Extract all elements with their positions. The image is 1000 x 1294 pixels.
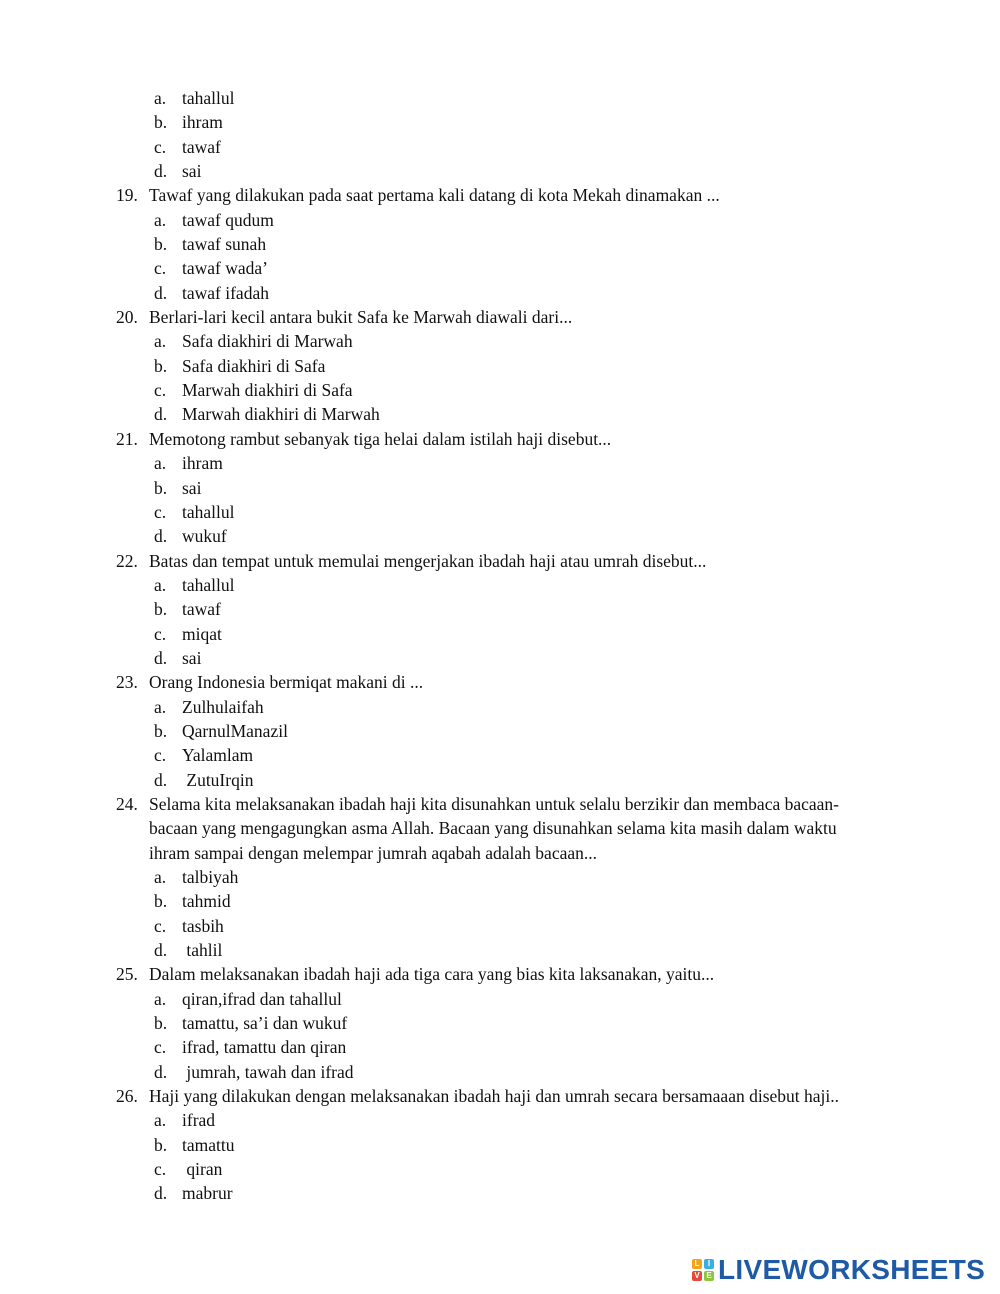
option-text: tahallul — [182, 574, 235, 595]
option-row[interactable] — [0, 232, 1000, 256]
option-letter: c. — [154, 623, 167, 644]
option-letter: c. — [154, 745, 167, 766]
option-letter: b. — [154, 720, 168, 741]
option-text: ihram — [182, 453, 223, 474]
option-letter: c. — [154, 501, 167, 522]
question-number: 24. — [116, 793, 138, 814]
option-letter: a. — [154, 1110, 167, 1131]
option-letter: b. — [154, 355, 168, 376]
option-row[interactable] — [0, 402, 1000, 426]
option-text: Zulhulaifah — [182, 696, 264, 717]
option-text: ifrad, tamattu dan qiran — [182, 1037, 347, 1058]
option-letter: c. — [154, 1159, 167, 1180]
option-letter: d. — [154, 647, 168, 668]
question-22 — [0, 549, 1000, 671]
option-text: tawaf qudum — [182, 209, 274, 230]
option-text: talbiyah — [182, 867, 239, 887]
option-row[interactable] — [0, 1133, 1000, 1157]
option-row[interactable] — [0, 378, 1000, 402]
option-row[interactable] — [0, 865, 1000, 889]
option-text: ZutuIrqin — [182, 769, 254, 790]
option-row[interactable] — [0, 476, 1000, 500]
option-letter: a. — [154, 453, 167, 474]
option-letter: b. — [154, 1134, 168, 1155]
option-letter: b. — [154, 1013, 168, 1034]
liveworksheets-logo[interactable] — [692, 1256, 985, 1284]
question-number: 22. — [116, 550, 138, 571]
option-text: Yalamlam — [182, 745, 254, 766]
option-row[interactable] — [0, 524, 1000, 548]
option-text: sai — [182, 161, 202, 182]
option-row[interactable] — [0, 597, 1000, 621]
question-number: 25. — [116, 964, 138, 985]
option-letter: b. — [154, 891, 168, 912]
option-row[interactable] — [0, 256, 1000, 280]
option-row[interactable] — [0, 329, 1000, 353]
question-number: 21. — [116, 428, 138, 449]
option-text: qiran — [182, 1159, 223, 1180]
option-row[interactable] — [0, 914, 1000, 938]
option-letter: c. — [154, 380, 167, 401]
option-row[interactable] — [0, 695, 1000, 719]
question-text: Haji yang dilakukan dengan melaksanakan ibadah haji dan umrah secara bersamaaan disebut haji.. — [149, 1086, 840, 1107]
option-row[interactable] — [0, 987, 1000, 1011]
option-letter: b. — [154, 112, 168, 133]
option-row[interactable] — [0, 208, 1000, 232]
option-letter: a. — [154, 331, 167, 352]
option-text: ihram — [182, 112, 223, 133]
question-19 — [0, 183, 1000, 305]
worksheet-page — [0, 86, 1000, 1206]
option-text: tahallul — [182, 501, 235, 522]
option-row[interactable] — [0, 110, 1000, 134]
question-text: Dalam melaksanakan ibadah haji ada tiga cara yang bias kita laksanakan, yaitu... — [149, 964, 715, 985]
option-letter: a. — [154, 696, 167, 717]
option-text: tahallul — [182, 88, 235, 108]
question-text: Batas dan tempat untuk memulai mengerjakan ibadah haji atau umrah disebut... — [149, 550, 707, 571]
option-row[interactable] — [0, 768, 1000, 792]
option-text: jumrah, tawah dan ifrad — [182, 1061, 354, 1082]
logo-letter-i: I — [704, 1259, 714, 1269]
option-row[interactable] — [0, 135, 1000, 159]
option-text: sai — [182, 647, 202, 668]
option-text: tahlil — [182, 940, 223, 961]
question-text-continued: bacaan yang mengagungkan asma Allah. Bacaan yang disunahkan selama kita masih dalam waktu — [149, 818, 837, 839]
question-number: 20. — [116, 307, 138, 328]
option-row[interactable] — [0, 1108, 1000, 1132]
option-row[interactable] — [0, 281, 1000, 305]
option-text: Safa diakhiri di Safa — [182, 355, 326, 376]
question-number: 19. — [116, 185, 138, 206]
option-letter: c. — [154, 915, 167, 936]
option-letter: a. — [154, 574, 167, 595]
option-text: tawaf sunah — [182, 234, 267, 255]
option-row[interactable] — [0, 1181, 1000, 1205]
option-letter: c. — [154, 1037, 167, 1058]
option-text: tamattu, sa’i dan wukuf — [182, 1013, 348, 1034]
option-text: Marwah diakhiri di Safa — [182, 380, 353, 401]
option-letter: a. — [154, 867, 167, 887]
option-row[interactable] — [0, 1011, 1000, 1035]
question-21 — [0, 427, 1000, 549]
question-text: Memotong rambut sebanyak tiga helai dalam istilah haji disebut... — [149, 428, 612, 449]
option-row[interactable] — [0, 1035, 1000, 1059]
option-row[interactable] — [0, 889, 1000, 913]
option-text: tawaf ifadah — [182, 282, 269, 303]
option-text: tawaf wada’ — [182, 258, 268, 279]
option-row[interactable] — [0, 451, 1000, 475]
option-letter: d. — [154, 161, 168, 182]
question-text: Orang Indonesia bermiqat makani di ... — [149, 672, 424, 693]
option-text: tahmid — [182, 891, 231, 912]
question-text: Selama kita melaksanakan ibadah haji kita disunahkan untuk selalu berzikir dan membaca bacaan- — [149, 793, 840, 814]
question-23 — [0, 670, 1000, 792]
question-26 — [0, 1084, 1000, 1206]
option-letter: d. — [154, 1183, 168, 1204]
option-letter: d. — [154, 282, 168, 303]
option-row[interactable] — [0, 354, 1000, 378]
previous-question-options — [0, 86, 1000, 183]
option-letter: d. — [154, 1061, 168, 1082]
question-24 — [0, 792, 1000, 962]
option-letter: b. — [154, 234, 168, 255]
option-letter: d. — [154, 769, 168, 790]
option-text: ifrad — [182, 1110, 216, 1131]
option-letter: c. — [154, 136, 167, 157]
option-text: miqat — [182, 623, 222, 644]
option-row[interactable] — [0, 1157, 1000, 1181]
option-text: Safa diakhiri di Marwah — [182, 331, 353, 352]
question-number: 23. — [116, 672, 138, 693]
logo-letter-l: L — [692, 1259, 702, 1269]
option-text: tawaf — [182, 136, 221, 157]
option-row[interactable] — [0, 646, 1000, 670]
option-text: tasbih — [182, 915, 224, 936]
option-text: tamattu — [182, 1134, 235, 1155]
option-row[interactable] — [0, 86, 1000, 110]
option-text: tawaf — [182, 599, 221, 620]
option-letter: d. — [154, 526, 168, 547]
option-row[interactable] — [0, 1060, 1000, 1084]
logo-letter-v: V — [692, 1271, 702, 1281]
question-text-continued: ihram sampai dengan melempar jumrah aqabah adalah bacaan... — [149, 842, 597, 863]
option-text: QarnulManazil — [182, 720, 288, 741]
option-row[interactable] — [0, 622, 1000, 646]
option-row[interactable] — [0, 159, 1000, 183]
option-text: Marwah diakhiri di Marwah — [182, 404, 380, 425]
logo-text: LIVEWORKSHEETS — [718, 1254, 986, 1285]
question-25 — [0, 962, 1000, 1084]
option-text: qiran,ifrad dan tahallul — [182, 988, 342, 1009]
option-row[interactable] — [0, 938, 1000, 962]
option-text: sai — [182, 477, 202, 498]
option-letter: a. — [154, 988, 167, 1009]
option-letter: a. — [154, 209, 167, 230]
option-row[interactable] — [0, 719, 1000, 743]
option-row[interactable] — [0, 573, 1000, 597]
question-text: Tawaf yang dilakukan pada saat pertama kali datang di kota Mekah dinamakan ... — [149, 185, 720, 206]
question-20 — [0, 305, 1000, 427]
question-number: 26. — [116, 1086, 138, 1107]
option-letter: a. — [154, 88, 167, 108]
option-text: wukuf — [182, 526, 227, 547]
option-row[interactable] — [0, 743, 1000, 767]
option-text: mabrur — [182, 1183, 233, 1204]
option-letter: c. — [154, 258, 167, 279]
logo-mark-icon — [692, 1259, 714, 1281]
option-row[interactable] — [0, 500, 1000, 524]
logo-letter-e: E — [704, 1271, 714, 1281]
option-letter: b. — [154, 599, 168, 620]
option-letter: d. — [154, 940, 168, 961]
option-letter: d. — [154, 404, 168, 425]
question-text: Berlari-lari kecil antara bukit Safa ke Marwah diawali dari... — [149, 307, 573, 328]
option-letter: b. — [154, 477, 168, 498]
